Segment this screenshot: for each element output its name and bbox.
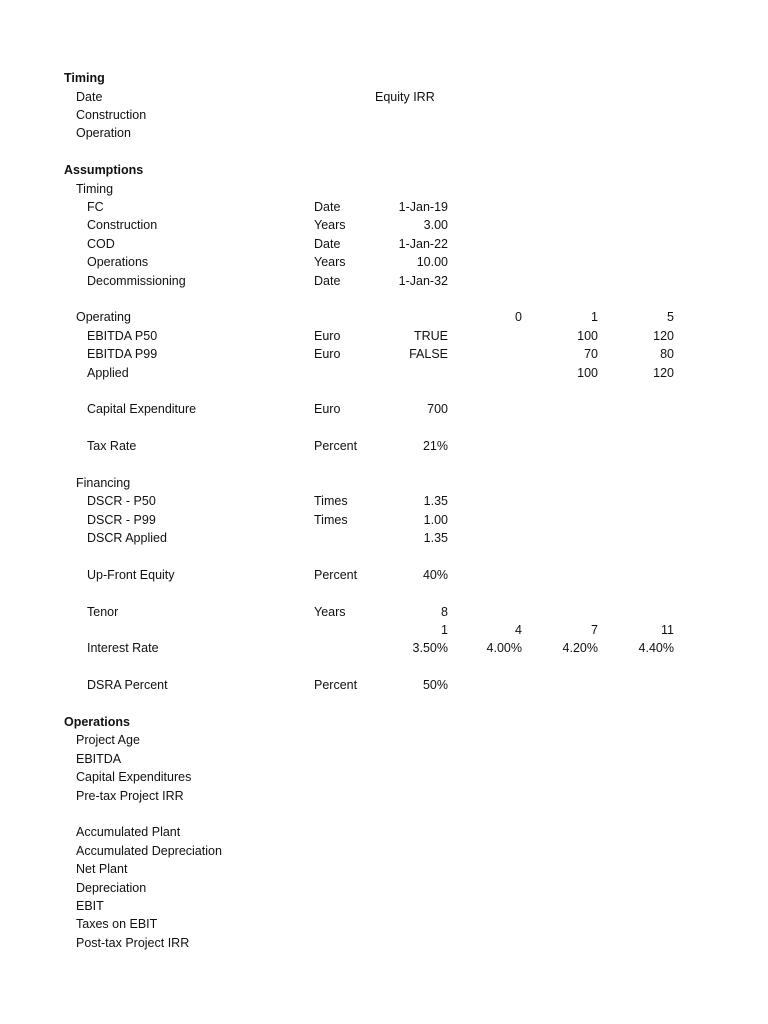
interest-rate-value: 4.20% bbox=[562, 641, 598, 655]
operating-row-flag: TRUE bbox=[413, 329, 448, 343]
timing-row-operation: Operation bbox=[76, 126, 131, 140]
assumption-unit: Years bbox=[314, 218, 346, 232]
interest-rate-value: 4.00% bbox=[486, 641, 522, 655]
interest-rate-value: 4.40% bbox=[638, 641, 674, 655]
tenor-label: Tenor bbox=[87, 605, 119, 619]
timing-row-construction: Construction bbox=[76, 108, 147, 122]
assumption-label: Decommissioning bbox=[87, 274, 186, 288]
tax-rate-unit: Percent bbox=[314, 439, 358, 453]
financing-row-unit: Times bbox=[314, 494, 348, 508]
assumption-label: FC bbox=[87, 200, 104, 214]
assumptions-section-title: Assumptions bbox=[64, 163, 144, 177]
dsra-unit: Percent bbox=[314, 678, 358, 692]
equity-irr-label: Equity IRR bbox=[375, 90, 435, 104]
operations-row: EBIT bbox=[76, 899, 104, 913]
operating-row-flag: FALSE bbox=[409, 347, 448, 361]
tenor-breakpoint: 1 bbox=[441, 623, 448, 637]
tenor-breakpoint: 7 bbox=[591, 623, 598, 637]
timing-section-title: Timing bbox=[64, 71, 105, 85]
financing-label: Financing bbox=[76, 476, 131, 490]
assumption-unit: Years bbox=[314, 255, 346, 269]
operating-row-value: 80 bbox=[660, 347, 674, 361]
dsra-label: DSRA Percent bbox=[87, 678, 168, 692]
assumption-label: Operations bbox=[87, 255, 149, 269]
operating-header-year: 1 bbox=[591, 310, 598, 324]
tenor-unit: Years bbox=[314, 605, 346, 619]
operations-row: Taxes on EBIT bbox=[76, 917, 158, 931]
operations-row: Accumulated Depreciation bbox=[76, 844, 222, 858]
operating-row-label: Applied bbox=[87, 366, 129, 380]
operating-row-label: EBITDA P99 bbox=[87, 347, 158, 361]
financing-row-label: DSCR Applied bbox=[87, 531, 167, 545]
assumption-value: 1-Jan-19 bbox=[398, 200, 448, 214]
operations-row: Accumulated Plant bbox=[76, 825, 181, 839]
operating-row-value: 120 bbox=[653, 366, 674, 380]
upfront-equity-label: Up-Front Equity bbox=[87, 568, 175, 582]
operations-section-title: Operations bbox=[64, 715, 130, 729]
tax-rate-label: Tax Rate bbox=[87, 439, 137, 453]
assumption-label: COD bbox=[87, 237, 115, 251]
tax-rate-value: 21% bbox=[422, 439, 448, 453]
financing-row-label: DSCR - P99 bbox=[87, 513, 156, 527]
operations-row: Pre-tax Project IRR bbox=[76, 789, 184, 803]
upfront-equity-unit: Percent bbox=[314, 568, 358, 582]
operations-row: Capital Expenditures bbox=[76, 770, 192, 784]
dsra-value: 50% bbox=[422, 678, 448, 692]
tenor-breakpoint: 11 bbox=[661, 623, 674, 637]
interest-rate-label: Interest Rate bbox=[87, 641, 159, 655]
operations-row: Depreciation bbox=[76, 881, 147, 895]
assumption-unit: Date bbox=[314, 274, 341, 288]
tenor-value: 8 bbox=[441, 605, 448, 619]
assumption-label: Construction bbox=[87, 218, 158, 232]
interest-rate-value: 3.50% bbox=[412, 641, 448, 655]
assumption-value: 10.00 bbox=[416, 255, 448, 269]
operating-header-year: 5 bbox=[667, 310, 674, 324]
operations-row: Net Plant bbox=[76, 862, 128, 876]
assumption-unit: Date bbox=[314, 237, 341, 251]
operating-header-year: 0 bbox=[515, 310, 522, 324]
operating-row-value: 100 bbox=[577, 366, 598, 380]
assumption-value: 1-Jan-32 bbox=[398, 274, 448, 288]
financing-row-value: 1.00 bbox=[423, 513, 448, 527]
capex-unit: Euro bbox=[314, 402, 341, 416]
operating-row-value: 120 bbox=[653, 329, 674, 343]
financing-row-value: 1.35 bbox=[423, 531, 448, 545]
assumption-value: 1-Jan-22 bbox=[398, 237, 448, 251]
operations-row: EBITDA bbox=[76, 752, 122, 766]
financing-row-value: 1.35 bbox=[423, 494, 448, 508]
operating-row-value: 70 bbox=[584, 347, 598, 361]
timing-row-date: Date bbox=[76, 90, 103, 104]
capex-value: 700 bbox=[427, 402, 448, 416]
operating-row-unit: Euro bbox=[314, 347, 341, 361]
operations-row: Post-tax Project IRR bbox=[76, 936, 190, 950]
operating-row-unit: Euro bbox=[314, 329, 341, 343]
financing-row-label: DSCR - P50 bbox=[87, 494, 156, 508]
assumption-value: 3.00 bbox=[423, 218, 448, 232]
operating-label: Operating bbox=[76, 310, 131, 324]
upfront-equity-value: 40% bbox=[422, 568, 448, 582]
operating-row-value: 100 bbox=[577, 329, 598, 343]
financing-row-unit: Times bbox=[314, 513, 348, 527]
capex-label: Capital Expenditure bbox=[87, 402, 197, 416]
operating-row-label: EBITDA P50 bbox=[87, 329, 158, 343]
operations-row: Project Age bbox=[76, 733, 140, 747]
assumption-unit: Date bbox=[314, 200, 341, 214]
tenor-breakpoint: 4 bbox=[515, 623, 522, 637]
assumptions-timing-label: Timing bbox=[76, 182, 114, 196]
